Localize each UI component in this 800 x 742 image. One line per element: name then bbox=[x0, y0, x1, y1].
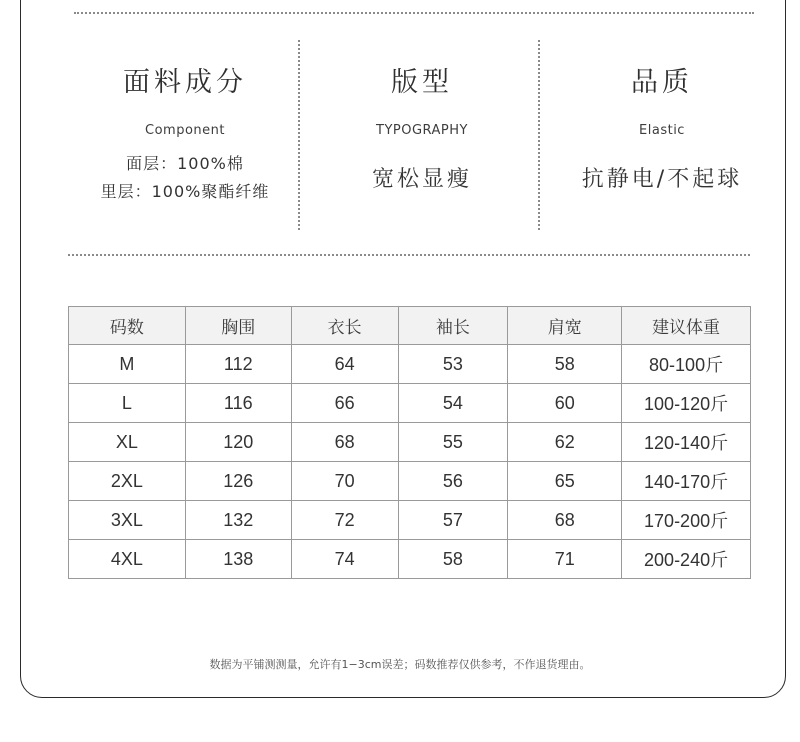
table-cell: 116 bbox=[185, 384, 291, 423]
quality-section bbox=[542, 60, 782, 193]
table-cell: 80-100斤 bbox=[622, 345, 751, 384]
table-cell: 126 bbox=[185, 462, 291, 501]
table-cell: 112 bbox=[185, 345, 291, 384]
table-row bbox=[69, 540, 751, 579]
fit-value: 宽松显瘦 bbox=[371, 167, 472, 192]
table-cell: 54 bbox=[398, 384, 508, 423]
table-row bbox=[69, 462, 751, 501]
size-chart-table bbox=[68, 306, 751, 579]
table-row bbox=[69, 384, 751, 423]
quality-subtitle: Elastic bbox=[639, 123, 685, 138]
table-cell: 120 bbox=[185, 423, 291, 462]
table-cell: 57 bbox=[398, 501, 508, 540]
table-cell: L bbox=[69, 384, 186, 423]
table-cell: 170-200斤 bbox=[622, 501, 751, 540]
table-cell: 74 bbox=[291, 540, 398, 579]
header-length: 衣长 bbox=[291, 307, 398, 345]
table-row bbox=[69, 423, 751, 462]
header-weight: 建议体重 bbox=[622, 307, 751, 345]
fit-subtitle: TYPOGRAPHY bbox=[376, 123, 468, 138]
table-cell: 68 bbox=[508, 501, 622, 540]
table-cell: 2XL bbox=[69, 462, 186, 501]
table-cell: 56 bbox=[398, 462, 508, 501]
table-cell: 138 bbox=[185, 540, 291, 579]
table-cell: 100-120斤 bbox=[622, 384, 751, 423]
table-cell: XL bbox=[69, 423, 186, 462]
composition-section bbox=[75, 60, 295, 206]
middle-dotted-divider bbox=[68, 254, 750, 256]
table-cell: 120-140斤 bbox=[622, 423, 751, 462]
header-size: 码数 bbox=[69, 307, 186, 345]
table-cell: 65 bbox=[508, 462, 622, 501]
table-cell: 4XL bbox=[69, 540, 186, 579]
fit-section bbox=[302, 60, 542, 193]
fit-title: 版型 bbox=[391, 67, 453, 98]
table-cell: 70 bbox=[291, 462, 398, 501]
table-cell: 140-170斤 bbox=[622, 462, 751, 501]
table-cell: 53 bbox=[398, 345, 508, 384]
column-divider bbox=[538, 40, 540, 230]
header-shoulder: 肩宽 bbox=[508, 307, 622, 345]
composition-line-outer: 面层：100%棉 bbox=[126, 154, 244, 173]
top-dotted-divider bbox=[74, 12, 754, 14]
table-row bbox=[69, 345, 751, 384]
table-row bbox=[69, 501, 751, 540]
table-cell: 68 bbox=[291, 423, 398, 462]
table-cell: 66 bbox=[291, 384, 398, 423]
table-cell: 71 bbox=[508, 540, 622, 579]
table-cell: 64 bbox=[291, 345, 398, 384]
quality-title: 品质 bbox=[631, 67, 693, 98]
table-cell: 55 bbox=[398, 423, 508, 462]
header-chest: 胸围 bbox=[185, 307, 291, 345]
table-cell: 62 bbox=[508, 423, 622, 462]
column-divider bbox=[298, 40, 300, 230]
composition-title: 面料成分 bbox=[123, 67, 247, 98]
header-sleeve: 袖长 bbox=[398, 307, 508, 345]
table-cell: 200-240斤 bbox=[622, 540, 751, 579]
quality-value: 抗静电/不起球 bbox=[581, 167, 743, 192]
table-cell: 60 bbox=[508, 384, 622, 423]
table-cell: 132 bbox=[185, 501, 291, 540]
table-cell: 58 bbox=[398, 540, 508, 579]
table-cell: 58 bbox=[508, 345, 622, 384]
table-header-row bbox=[69, 307, 751, 345]
measurement-note: 数据为平铺测测量，允许有1−3cm误差；码数推荐仅供参考，不作退货理由。 bbox=[209, 658, 591, 671]
composition-line-inner: 里层：100%聚酯纤维 bbox=[100, 182, 270, 201]
table-cell: M bbox=[69, 345, 186, 384]
composition-subtitle: Component bbox=[145, 123, 225, 138]
table-cell: 3XL bbox=[69, 501, 186, 540]
table-cell: 72 bbox=[291, 501, 398, 540]
composition-details bbox=[75, 150, 295, 206]
